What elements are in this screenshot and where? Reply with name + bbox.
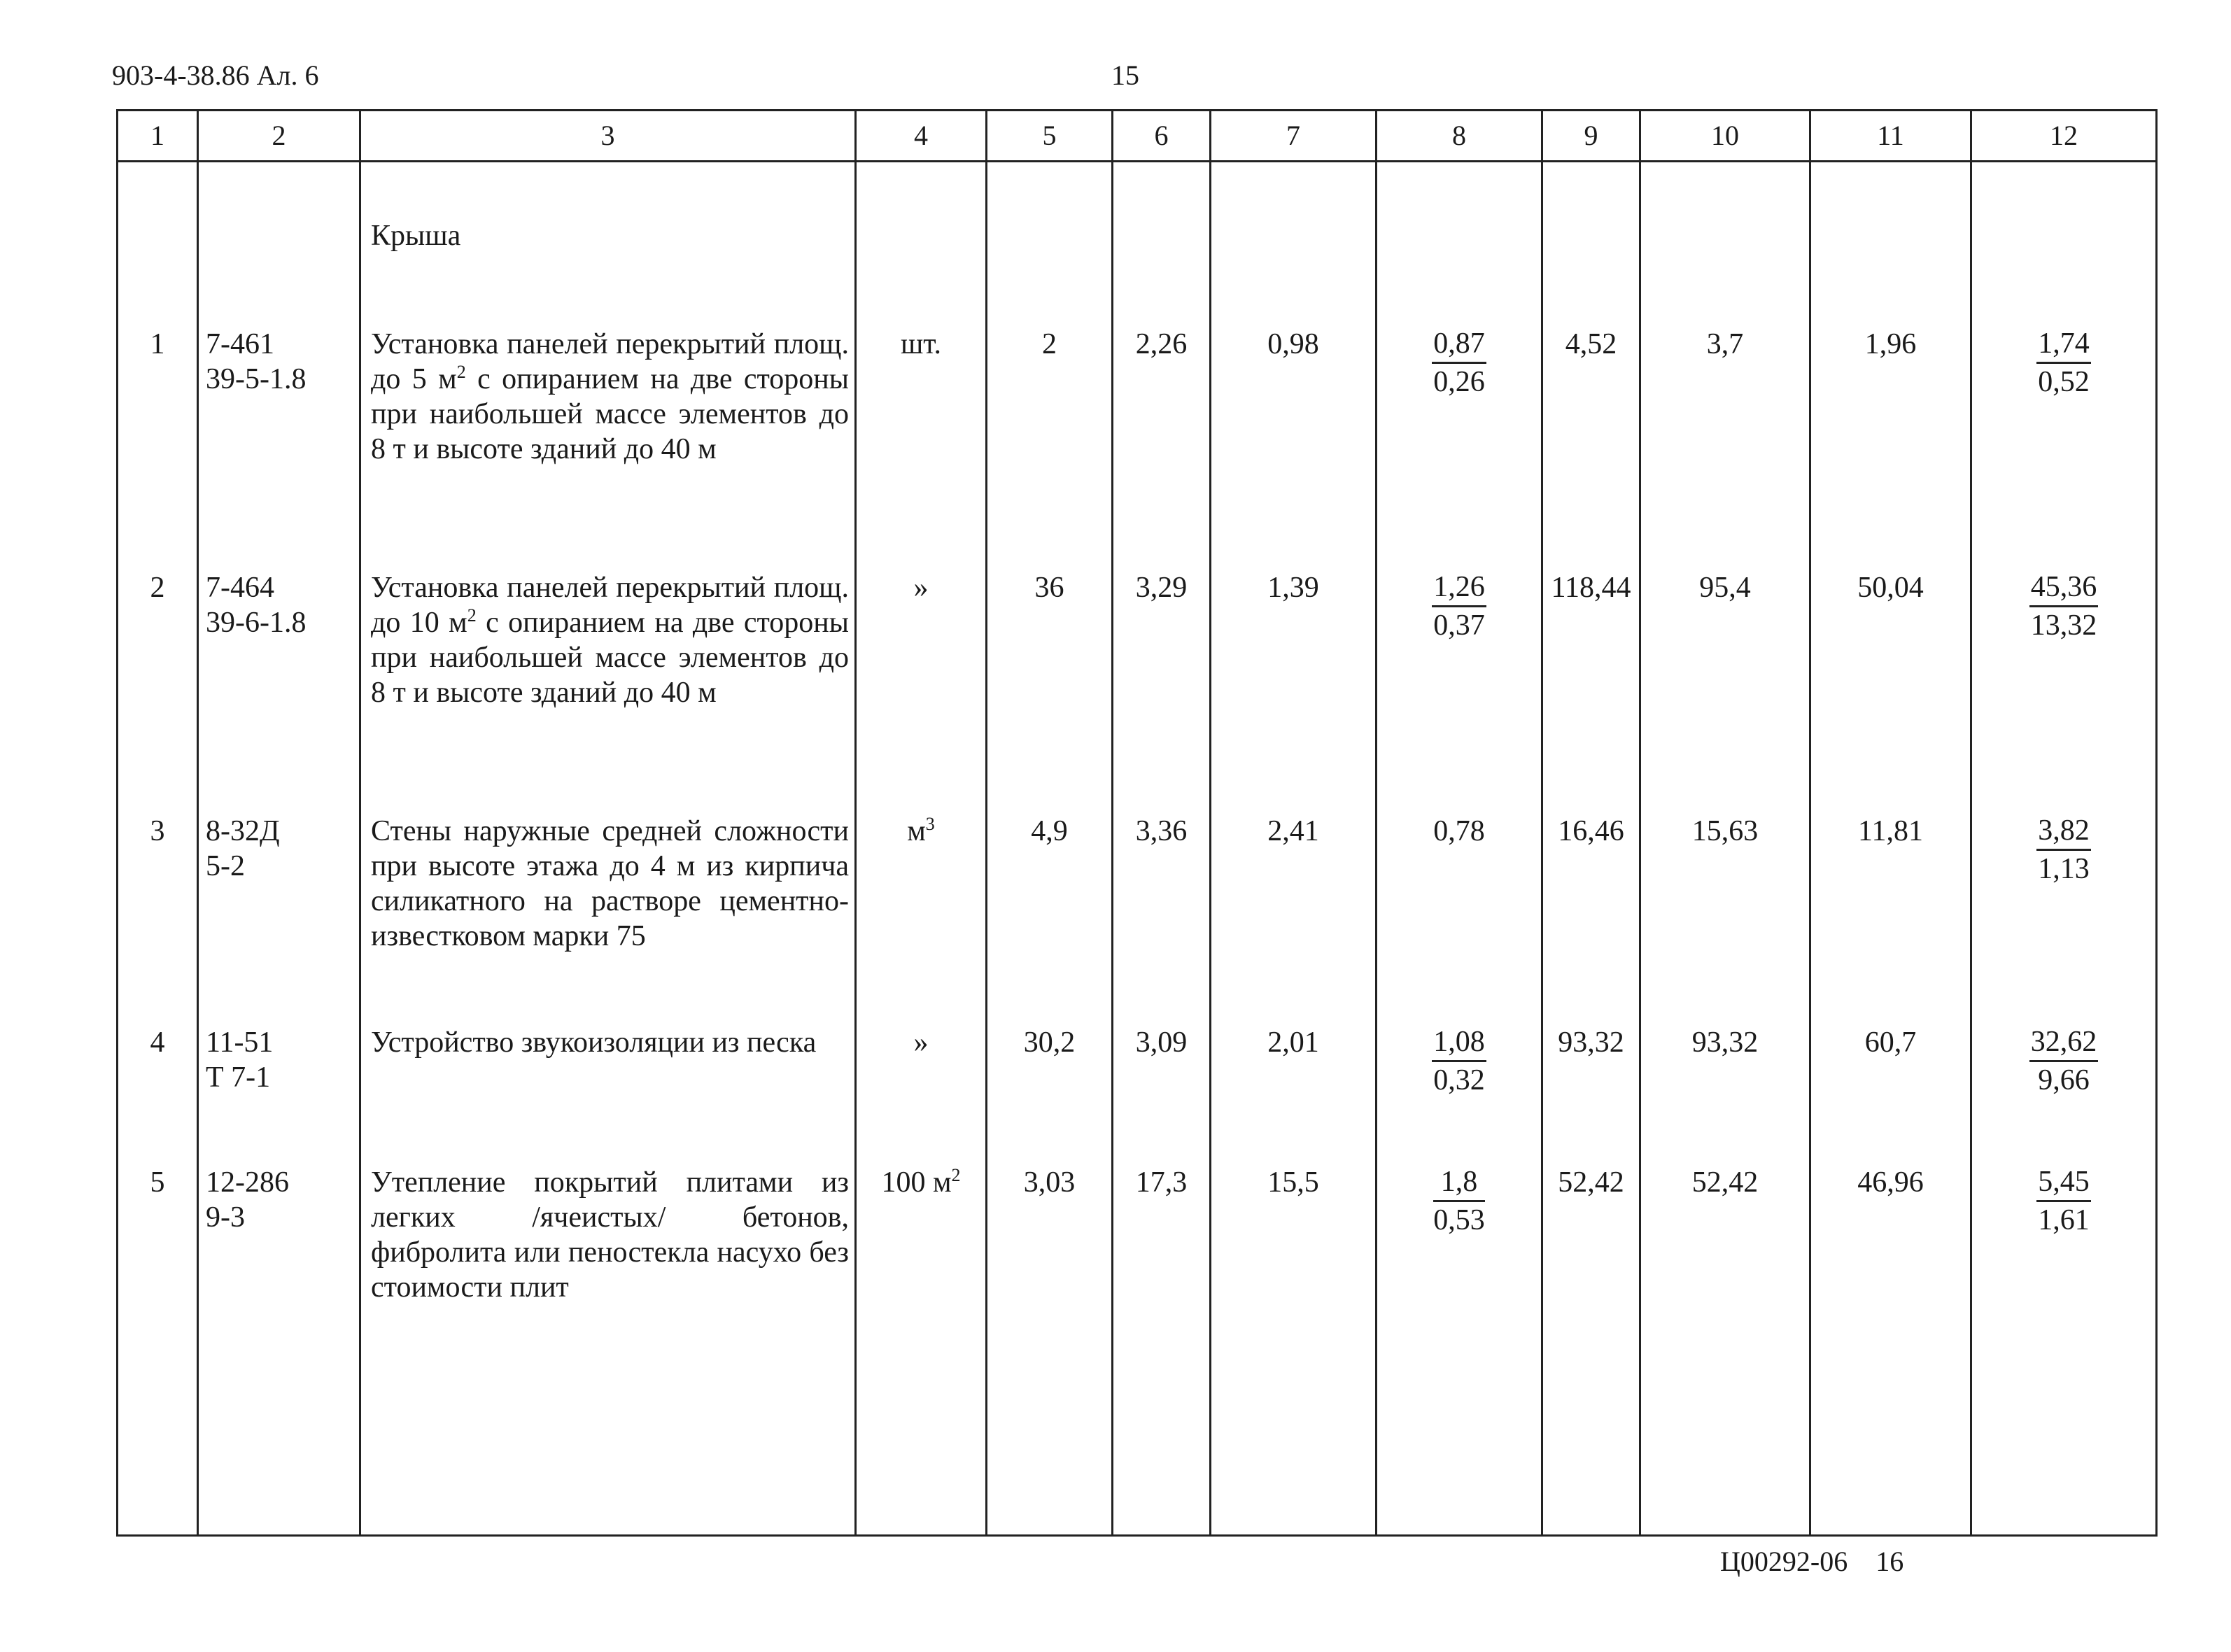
description-text: Установка панелей перекрытий площ. до 5 м	[371, 327, 849, 395]
footer-sheet-number: 16	[1875, 1546, 1904, 1577]
norm-code	[198, 1165, 360, 1536]
quantity: 4,9	[987, 814, 1113, 1025]
quantity: 36	[987, 570, 1113, 814]
footer-stamp	[1720, 1548, 1903, 1576]
column-header: 10	[1640, 111, 1810, 162]
column-header: 5	[987, 111, 1113, 162]
fraction-denominator: 0,26	[1433, 365, 1485, 398]
unit-cell	[856, 1025, 987, 1165]
unit-wages: 2,41	[1211, 814, 1377, 1025]
column-header: 7	[1211, 111, 1377, 162]
quantity: 2	[987, 327, 1113, 570]
description-text: Установка панелей перекрытий площ. до 10 м	[371, 571, 849, 639]
fraction	[1433, 1165, 1485, 1237]
unit: »	[913, 571, 929, 604]
total-col-10: 15,63	[1640, 814, 1810, 1025]
total-machinery	[1971, 1165, 2157, 1536]
unit-cell	[856, 1165, 987, 1536]
column-header: 4	[856, 111, 987, 162]
total-cost: 4,52	[1542, 327, 1640, 570]
total-col-10: 3,7	[1640, 327, 1810, 570]
fraction-denominator: 0,53	[1433, 1203, 1485, 1236]
unit-cost: 17,3	[1113, 1165, 1211, 1536]
fraction-numerator: 0,87	[1432, 327, 1486, 364]
unit-superscript: 3	[925, 813, 935, 834]
unit: »	[913, 1026, 929, 1059]
unit-cost: 3,29	[1113, 570, 1211, 814]
unit: м	[907, 814, 926, 847]
unit-wages: 0,98	[1211, 327, 1377, 570]
total-cost: 52,42	[1542, 1165, 1640, 1536]
document-code: 903-4-38.86 Ал. 6	[112, 59, 319, 91]
norm-code-primary: 7-461	[206, 327, 274, 360]
unit-cost: 2,26	[1113, 327, 1211, 570]
fraction-denominator: 0,52	[2038, 365, 2090, 398]
norm-code	[198, 1025, 360, 1165]
fraction	[2036, 327, 2091, 399]
total-machinery	[1971, 1025, 2157, 1165]
row-number: 2	[118, 570, 198, 814]
column-header: 8	[1377, 111, 1542, 162]
norm-code	[198, 814, 360, 1025]
description-superscript: 2	[467, 605, 477, 626]
row-number: 4	[118, 1025, 198, 1165]
unit-cell	[856, 814, 987, 1025]
norm-code	[198, 570, 360, 814]
total-machinery	[1971, 327, 2157, 570]
work-description	[360, 327, 856, 570]
column-header: 6	[1113, 111, 1211, 162]
fraction-denominator: 0,32	[1433, 1064, 1485, 1096]
fraction	[1432, 1025, 1486, 1097]
column-header: 3	[360, 111, 856, 162]
column-header: 9	[1542, 111, 1640, 162]
quantity: 3,03	[987, 1165, 1113, 1536]
description-text-continued: с опиранием на две стороны при наибольшей массе элементов до 8 т и высоте зданий до 40 м	[371, 362, 849, 465]
column-header: 1	[118, 111, 198, 162]
column-header: 12	[1971, 111, 2157, 162]
fraction-numerator: 1,8	[1433, 1165, 1485, 1202]
norm-code-secondary: 9-3	[206, 1201, 245, 1234]
total-col-11: 60,7	[1810, 1025, 1971, 1165]
quantity: 30,2	[987, 1025, 1113, 1165]
fraction	[2036, 1165, 2091, 1237]
fraction	[1432, 327, 1486, 399]
row-number: 1	[118, 327, 198, 570]
unit-cell	[856, 327, 987, 570]
fraction-numerator: 45,36	[2029, 570, 2099, 607]
work-description	[360, 1165, 856, 1536]
table-row	[118, 1165, 2157, 1536]
fraction	[2029, 570, 2099, 642]
unit-machinery	[1377, 1165, 1542, 1536]
description-superscript: 2	[456, 361, 466, 382]
unit-superscript: 2	[951, 1164, 961, 1185]
work-description	[360, 570, 856, 814]
unit-cell	[856, 570, 987, 814]
table-row	[118, 327, 2157, 570]
unit-cost: 3,09	[1113, 1025, 1211, 1165]
unit-machinery	[1377, 1025, 1542, 1165]
total-col-10: 93,32	[1640, 1025, 1810, 1165]
norm-code-secondary: 5-2	[206, 849, 245, 882]
norm-code-secondary: Т 7-1	[206, 1061, 271, 1094]
fraction-numerator: 1,26	[1432, 570, 1486, 607]
unit-wages: 15,5	[1211, 1165, 1377, 1536]
total-cost: 16,46	[1542, 814, 1640, 1025]
unit: шт.	[900, 327, 942, 360]
fraction-denominator: 1,61	[2038, 1203, 2090, 1236]
section-row	[118, 162, 2157, 327]
unit-wages: 1,39	[1211, 570, 1377, 814]
unit-cost: 3,36	[1113, 814, 1211, 1025]
unit: 100 м	[881, 1166, 952, 1199]
work-description	[360, 814, 856, 1025]
total-col-11: 11,81	[1810, 814, 1971, 1025]
norm-code-primary: 7-464	[206, 571, 274, 604]
total-col-11: 50,04	[1810, 570, 1971, 814]
total-col-11: 1,96	[1810, 327, 1971, 570]
norm-code-primary: 12-286	[206, 1166, 289, 1199]
description-text: Устройство звукоизоляции из песка	[371, 1026, 817, 1059]
unit-wages: 2,01	[1211, 1025, 1377, 1165]
norm-code-secondary: 39-6-1.8	[206, 606, 307, 639]
fraction-numerator: 1,08	[1432, 1025, 1486, 1062]
table-row	[118, 570, 2157, 814]
description-text: Стены наружные средней сложности при высоте этажа до 4 м из кирпича силикатного на растворе цементно-известковом марки 75	[371, 814, 849, 952]
fraction	[2029, 1025, 2099, 1097]
section-title: Крыша	[360, 162, 856, 327]
total-col-10: 52,42	[1640, 1165, 1810, 1536]
fraction-numerator: 3,82	[2036, 814, 2091, 851]
fraction	[1432, 570, 1486, 642]
description-text: Утепление покрытий плитами из легких /ячеистых/ бетонов, фибролита или пеностекла насухо без стоимости плит	[371, 1166, 849, 1304]
fraction-denominator: 0,37	[1433, 609, 1485, 642]
total-cost: 118,44	[1542, 570, 1640, 814]
page-number: 15	[1111, 59, 1139, 91]
table-row	[118, 814, 2157, 1025]
norm-code-secondary: 39-5-1.8	[206, 362, 307, 395]
fraction-denominator: 1,13	[2038, 852, 2090, 885]
unit-machinery: 0,78	[1377, 814, 1542, 1025]
fraction-numerator: 1,74	[2036, 327, 2091, 364]
fraction-numerator: 5,45	[2036, 1165, 2091, 1202]
column-header: 2	[198, 111, 360, 162]
total-col-10: 95,4	[1640, 570, 1810, 814]
total-cost: 93,32	[1542, 1025, 1640, 1165]
row-number: 3	[118, 814, 198, 1025]
column-number-row	[118, 111, 2157, 162]
footer-doc-id: Ц00292-06	[1720, 1546, 1848, 1577]
fraction	[2036, 814, 2091, 886]
norm-code-primary: 11-51	[206, 1026, 274, 1059]
work-description	[360, 1025, 856, 1165]
total-col-11: 46,96	[1810, 1165, 1971, 1536]
fraction-denominator: 13,32	[2030, 609, 2097, 642]
total-machinery	[1971, 570, 2157, 814]
fraction-denominator: 9,66	[2038, 1064, 2090, 1096]
table-row	[118, 1025, 2157, 1165]
row-number: 5	[118, 1165, 198, 1536]
column-header: 11	[1810, 111, 1971, 162]
norm-code	[198, 327, 360, 570]
unit-machinery	[1377, 570, 1542, 814]
estimate-table	[116, 109, 2158, 1537]
total-machinery	[1971, 814, 2157, 1025]
unit-machinery	[1377, 327, 1542, 570]
description-text-continued: с опиранием на две стороны при наибольшей массе элементов до 8 т и высоте зданий до 40 м	[371, 606, 849, 709]
norm-code-primary: 8-32Д	[206, 814, 280, 847]
fraction-numerator: 32,62	[2029, 1025, 2099, 1062]
